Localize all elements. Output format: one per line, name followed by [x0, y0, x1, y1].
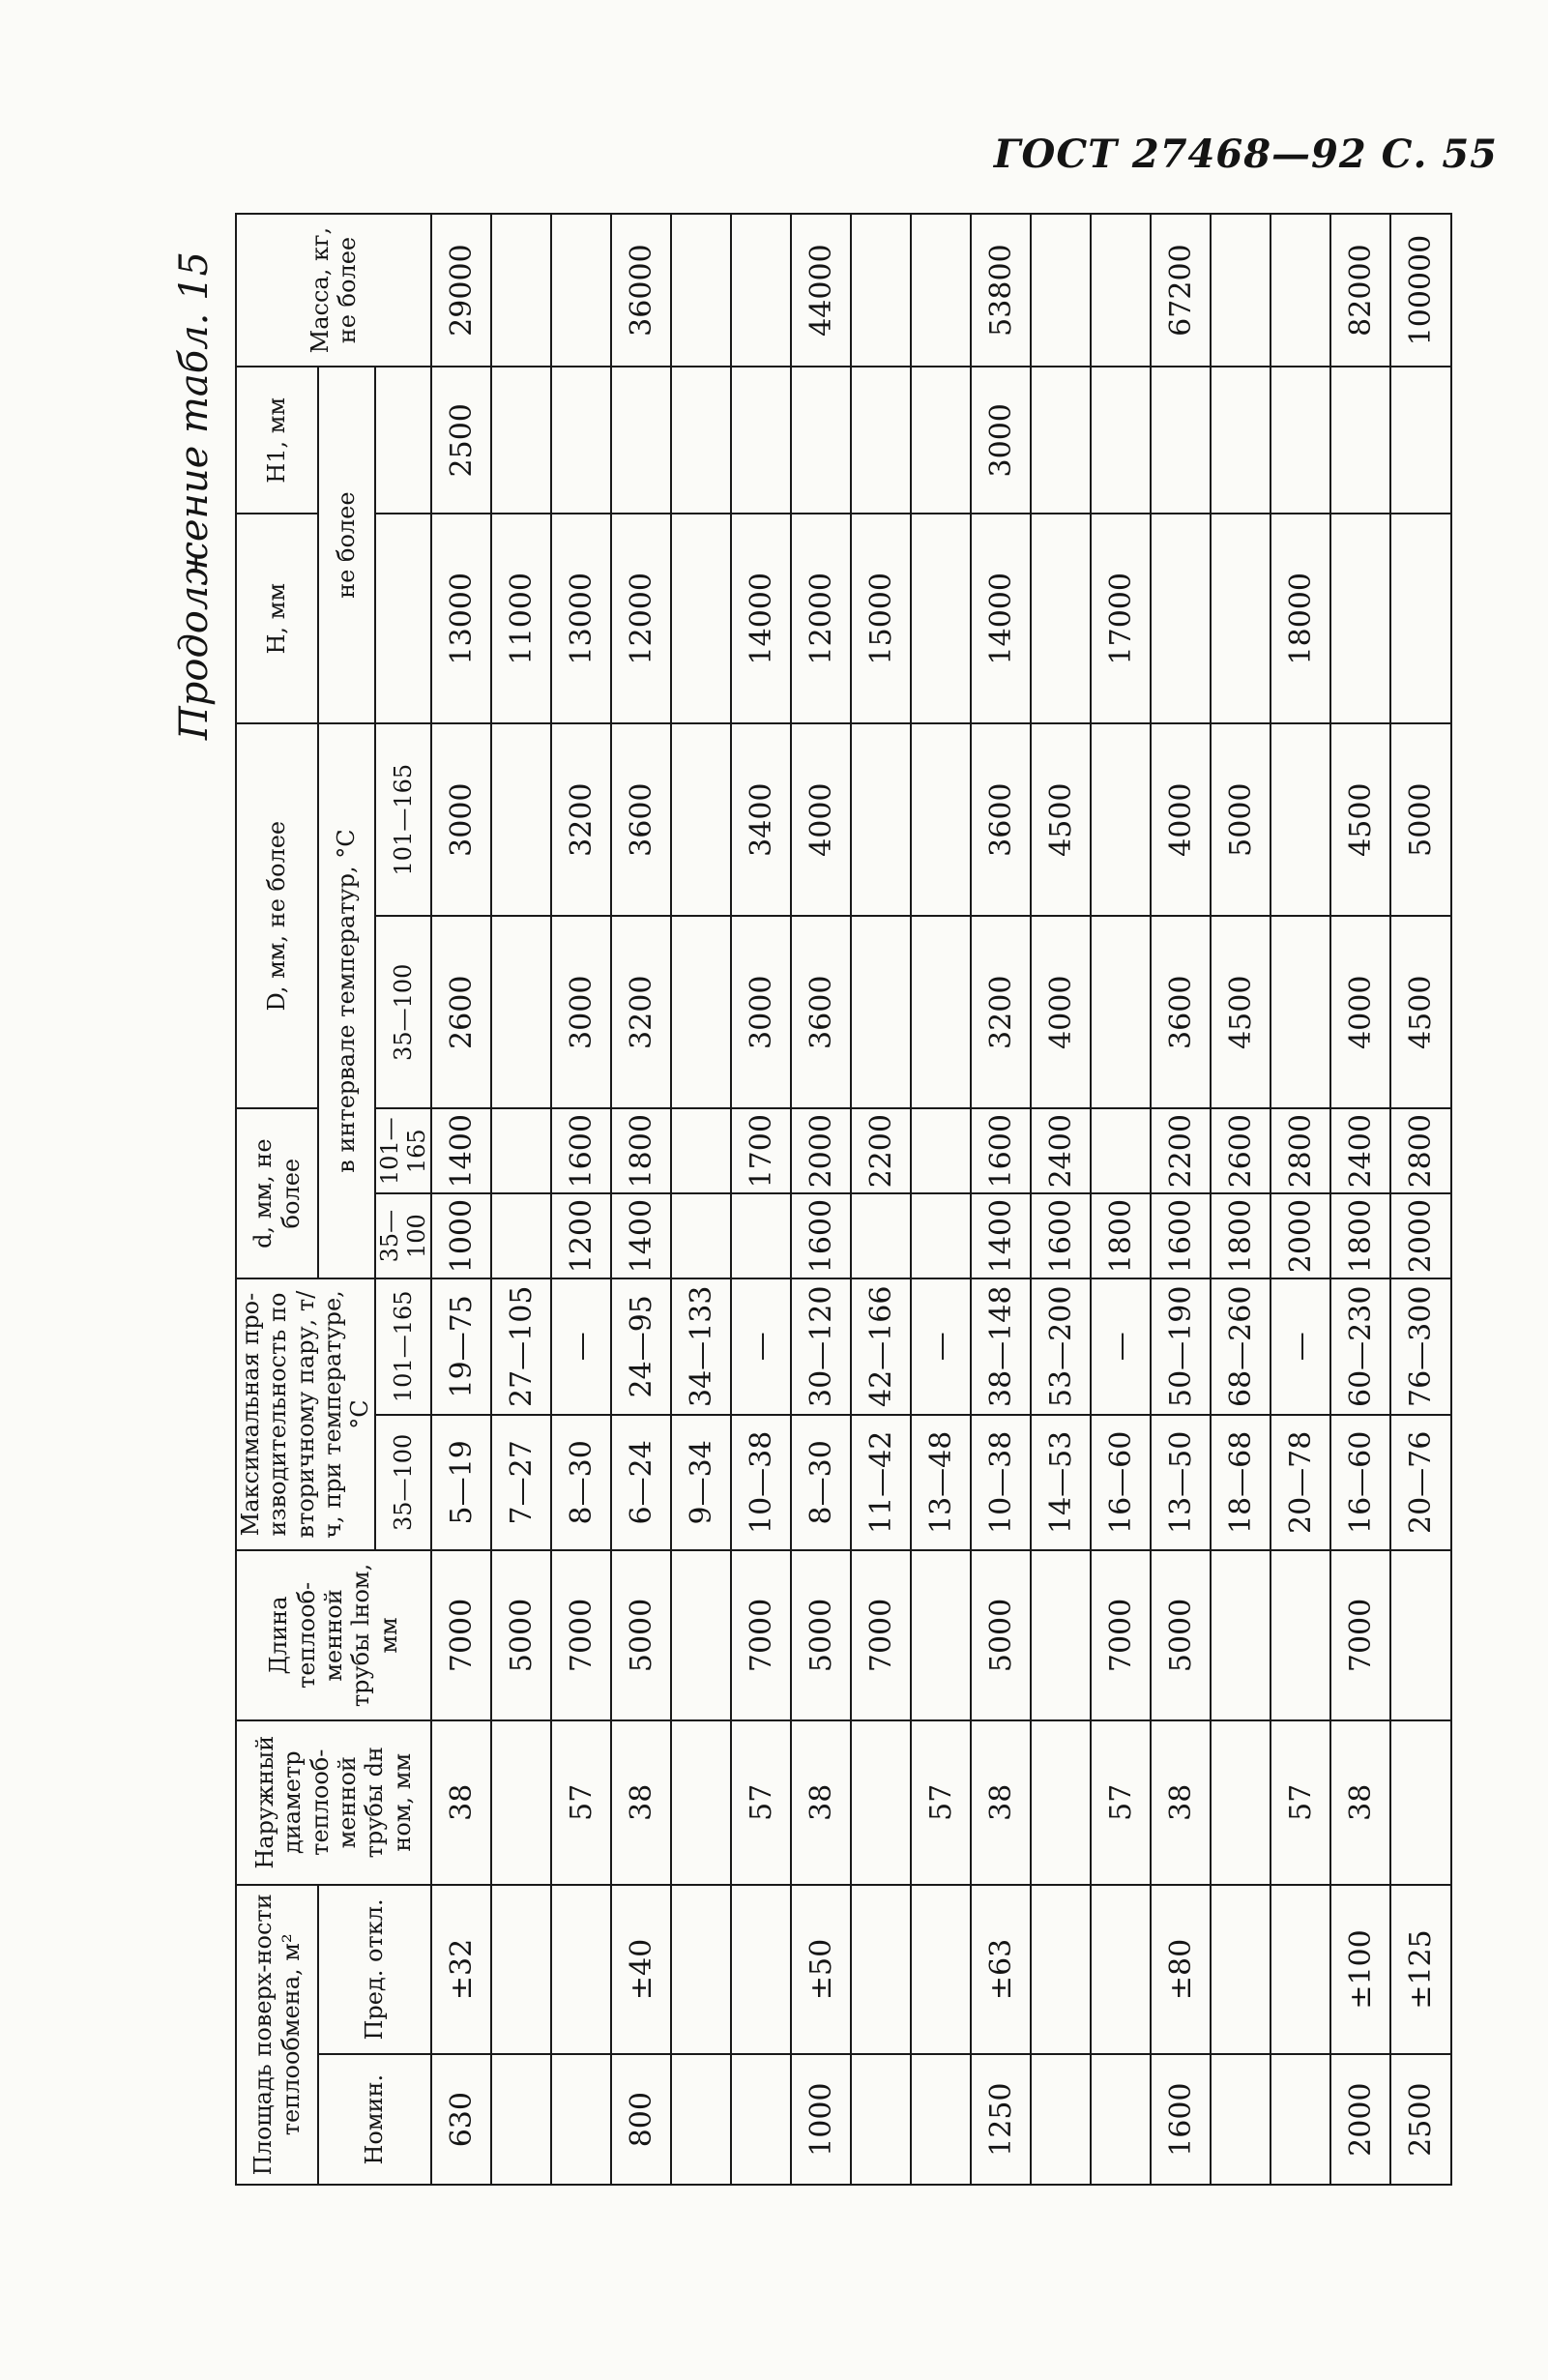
- cell-c1: 7—27: [491, 1415, 551, 1551]
- table-row: [791, 214, 851, 2185]
- cell-d2: 2800: [1390, 1108, 1450, 1193]
- table-row: [971, 214, 1031, 2185]
- cell-H1: [491, 367, 551, 514]
- table-row: [1211, 214, 1271, 2185]
- table-row: [1031, 214, 1091, 2185]
- cell-c2: 68—260: [1211, 1278, 1271, 1415]
- cell-c2: —: [551, 1278, 611, 1415]
- specification-table: [235, 213, 1452, 2186]
- cell-d1: 1800: [1330, 1193, 1390, 1278]
- cell-nom: [1091, 2054, 1151, 2185]
- cell-m: 67200: [1151, 214, 1211, 367]
- cell-nom: [1271, 2054, 1330, 2185]
- cell-nom: 2000: [1330, 2054, 1390, 2185]
- table-row: [491, 214, 551, 2185]
- H-header: H, мм: [236, 514, 318, 723]
- cell-H: 14000: [731, 514, 791, 723]
- cell-D1: 4500: [1390, 916, 1450, 1108]
- cell-len: 5000: [491, 1550, 551, 1720]
- cell-dev: ±100: [1330, 1885, 1390, 2055]
- cell-len: 7000: [851, 1550, 911, 1720]
- cell-c2: —: [731, 1278, 791, 1415]
- cell-D2: 3600: [611, 723, 671, 916]
- tube-length-header: Длина теплооб-менной трубы lном, мм: [236, 1550, 431, 1720]
- cell-H1: [1091, 367, 1151, 514]
- cell-c1: 11—42: [851, 1415, 911, 1551]
- cell-c2: 76—300: [1390, 1278, 1450, 1415]
- cell-c1: 20—76: [1390, 1415, 1450, 1551]
- cell-nom: 800: [611, 2054, 671, 2185]
- cell-H: 15000: [851, 514, 911, 723]
- cell-m: [551, 214, 611, 367]
- cell-D2: 5000: [1211, 723, 1271, 916]
- cell-m: 44000: [791, 214, 851, 367]
- cell-dn: 57: [551, 1720, 611, 1885]
- cell-dev: [731, 1885, 791, 2055]
- cell-dev: ±50: [791, 1885, 851, 2055]
- temp-interval-header: в интервале температур, °С: [318, 723, 375, 1278]
- cell-nom: [1031, 2054, 1091, 2185]
- page-header: ГОСТ 27468—92 С. 55: [993, 132, 1498, 177]
- cell-c1: 16—60: [1091, 1415, 1151, 1551]
- table-row: [1091, 214, 1151, 2185]
- cell-H1: [1151, 367, 1211, 514]
- cell-m: 29000: [431, 214, 491, 367]
- cell-D1: 3200: [611, 916, 671, 1108]
- capacity-header: Максимальная про-изводительность по вторичному пару, т/ч, при температуре, °С: [236, 1278, 375, 1550]
- cell-d1: 2000: [1390, 1193, 1450, 1278]
- cell-d1: [491, 1193, 551, 1278]
- cell-d1: 1400: [611, 1193, 671, 1278]
- cell-D1: 3600: [791, 916, 851, 1108]
- cell-c2: 42—166: [851, 1278, 911, 1415]
- cell-len: [1390, 1550, 1450, 1720]
- cell-H: [1390, 514, 1450, 723]
- cell-c2: 50—190: [1151, 1278, 1211, 1415]
- table-row: [1151, 214, 1211, 2185]
- cell-d2: 1600: [971, 1108, 1031, 1193]
- cell-dev: [1091, 1885, 1151, 2055]
- cell-len: 5000: [611, 1550, 671, 1720]
- cell-H1: [791, 367, 851, 514]
- d-temp2-header: 101—165: [375, 1108, 432, 1193]
- cell-nom: [1211, 2054, 1271, 2185]
- cell-d1: 1800: [1211, 1193, 1271, 1278]
- table-row: [671, 214, 731, 2185]
- cell-dev: ±80: [1151, 1885, 1211, 2055]
- cell-c1: 20—78: [1271, 1415, 1330, 1551]
- cell-D1: [911, 916, 971, 1108]
- mass-header: Масса, кг, не более: [236, 214, 431, 367]
- cell-m: [1031, 214, 1091, 367]
- cell-dev: [1211, 1885, 1271, 2055]
- table-row: [611, 214, 671, 2185]
- cell-m: 36000: [611, 214, 671, 367]
- cell-len: [671, 1550, 731, 1720]
- cell-D1: 2600: [431, 916, 491, 1108]
- cell-H1: [1330, 367, 1390, 514]
- cell-d1: [851, 1193, 911, 1278]
- cell-c2: 30—120: [791, 1278, 851, 1415]
- cell-D1: 3200: [971, 916, 1031, 1108]
- cell-c1: 5—19: [431, 1415, 491, 1551]
- cell-dev: [911, 1885, 971, 2055]
- table-body: [431, 214, 1450, 2185]
- cell-d1: 1600: [1031, 1193, 1091, 1278]
- H1-header: H1, мм: [236, 367, 318, 514]
- cell-c2: —: [911, 1278, 971, 1415]
- table-row: [1390, 214, 1450, 2185]
- cell-d2: 2000: [791, 1108, 851, 1193]
- cell-len: [1211, 1550, 1271, 1720]
- cell-len: [911, 1550, 971, 1720]
- cell-m: [1211, 214, 1271, 367]
- area-nom-header: Номин.: [318, 2054, 431, 2185]
- cell-D2: 4500: [1330, 723, 1390, 916]
- cell-D2: 3400: [731, 723, 791, 916]
- cell-d2: 2800: [1271, 1108, 1330, 1193]
- cell-nom: 1000: [791, 2054, 851, 2185]
- not-more-header: не более: [318, 367, 375, 723]
- cell-c1: 10—38: [731, 1415, 791, 1551]
- cell-nom: [551, 2054, 611, 2185]
- rotated-table-block: [172, 213, 1458, 2186]
- cell-dn: 57: [1271, 1720, 1330, 1885]
- area-header: Площадь поверх-ности теплообмена, м²: [236, 1885, 318, 2185]
- cell-len: [1031, 1550, 1091, 1720]
- cell-D2: [1271, 723, 1330, 916]
- cell-dn: 38: [1151, 1720, 1211, 1885]
- cell-d1: [911, 1193, 971, 1278]
- cell-H: 17000: [1091, 514, 1151, 723]
- cell-c2: 19—75: [431, 1278, 491, 1415]
- cell-D2: 3000: [431, 723, 491, 916]
- cell-c1: 13—48: [911, 1415, 971, 1551]
- cell-c2: —: [1091, 1278, 1151, 1415]
- cell-D1: [491, 916, 551, 1108]
- cell-H: 13000: [551, 514, 611, 723]
- cell-D2: [851, 723, 911, 916]
- cell-m: [731, 214, 791, 367]
- cell-m: [851, 214, 911, 367]
- table-row: [911, 214, 971, 2185]
- cell-len: 7000: [431, 1550, 491, 1720]
- cell-c2: —: [1271, 1278, 1330, 1415]
- cell-dev: ±63: [971, 1885, 1031, 2055]
- cell-nom: [851, 2054, 911, 2185]
- cell-c1: 8—30: [551, 1415, 611, 1551]
- cell-c2: 60—230: [1330, 1278, 1390, 1415]
- cell-dn: [1390, 1720, 1450, 1885]
- d-header: d, мм, не более: [236, 1108, 318, 1278]
- cell-H1: [911, 367, 971, 514]
- cell-d2: 2200: [1151, 1108, 1211, 1193]
- cell-dn: [671, 1720, 731, 1885]
- cell-d2: 2400: [1330, 1108, 1390, 1193]
- cell-D1: [671, 916, 731, 1108]
- continuation-title: Продолжение табл. 15: [172, 251, 217, 741]
- cell-dev: ±40: [611, 1885, 671, 2055]
- cell-D2: 5000: [1390, 723, 1450, 916]
- cell-d2: 1800: [611, 1108, 671, 1193]
- cell-dev: ±125: [1390, 1885, 1450, 2055]
- cell-H: [1330, 514, 1390, 723]
- cell-c1: 18—68: [1211, 1415, 1271, 1551]
- cell-H1: [1390, 367, 1450, 514]
- cell-d1: 2000: [1271, 1193, 1330, 1278]
- cell-nom: 1600: [1151, 2054, 1211, 2185]
- cell-dn: 57: [911, 1720, 971, 1885]
- cell-c1: 9—34: [671, 1415, 731, 1551]
- cell-D1: [1271, 916, 1330, 1108]
- cell-c1: 14—53: [1031, 1415, 1091, 1551]
- cell-m: [1091, 214, 1151, 367]
- cell-D1: [1091, 916, 1151, 1108]
- cell-H: 13000: [431, 514, 491, 723]
- cell-H: [911, 514, 971, 723]
- cell-c2: 53—200: [1031, 1278, 1091, 1415]
- cell-d2: [1091, 1108, 1151, 1193]
- table-row: [851, 214, 911, 2185]
- cell-D1: 3600: [1151, 916, 1211, 1108]
- table-row: [551, 214, 611, 2185]
- cell-len: [1271, 1550, 1330, 1720]
- cell-m: [911, 214, 971, 367]
- cell-H1: [611, 367, 671, 514]
- cell-D2: 3600: [971, 723, 1031, 916]
- cell-H1: [851, 367, 911, 514]
- cell-H1: [551, 367, 611, 514]
- cell-d2: 2400: [1031, 1108, 1091, 1193]
- cell-c2: 27—105: [491, 1278, 551, 1415]
- cell-d1: 1800: [1091, 1193, 1151, 1278]
- cell-dev: [1271, 1885, 1330, 2055]
- cell-m: [491, 214, 551, 367]
- cell-nom: 2500: [1390, 2054, 1450, 2185]
- cell-dev: [1031, 1885, 1091, 2055]
- cell-nom: 630: [431, 2054, 491, 2185]
- D-temp2-header: 101—165: [375, 723, 432, 916]
- cell-c1: 6—24: [611, 1415, 671, 1551]
- cell-D1: 3000: [551, 916, 611, 1108]
- cell-d1: [671, 1193, 731, 1278]
- cell-dn: 57: [1091, 1720, 1151, 1885]
- cell-c2: 24—95: [611, 1278, 671, 1415]
- cell-H1: 2500: [431, 367, 491, 514]
- cell-H1: [1211, 367, 1271, 514]
- cell-d2: [491, 1108, 551, 1193]
- cell-len: 7000: [1330, 1550, 1390, 1720]
- tube-diameter-header: Наружный диаметр теплооб-менной трубы dн ном, мм: [236, 1720, 431, 1885]
- cell-m: 53800: [971, 214, 1031, 367]
- table-row: [731, 214, 791, 2185]
- cell-dn: 38: [1330, 1720, 1390, 1885]
- d-temp1-header: 35—100: [375, 1193, 432, 1278]
- cell-H: 18000: [1271, 514, 1330, 723]
- cell-dev: [491, 1885, 551, 2055]
- cell-D2: [911, 723, 971, 916]
- cell-len: 5000: [1151, 1550, 1211, 1720]
- cell-c1: 10—38: [971, 1415, 1031, 1551]
- cell-c2: 34—133: [671, 1278, 731, 1415]
- D-header: D, мм, не более: [236, 723, 318, 1108]
- cell-dn: 38: [791, 1720, 851, 1885]
- cell-c1: 8—30: [791, 1415, 851, 1551]
- cell-d2: 1600: [551, 1108, 611, 1193]
- cell-d2: 2600: [1211, 1108, 1271, 1193]
- H1-blank: [375, 367, 432, 514]
- cell-nom: [731, 2054, 791, 2185]
- cell-D2: 4000: [791, 723, 851, 916]
- cell-d1: 1000: [431, 1193, 491, 1278]
- cell-m: [1271, 214, 1330, 367]
- cell-len: 5000: [971, 1550, 1031, 1720]
- cell-H1: [1271, 367, 1330, 514]
- cell-H: 11000: [491, 514, 551, 723]
- cell-D1: 3000: [731, 916, 791, 1108]
- cell-d2: [911, 1108, 971, 1193]
- table-row: [1271, 214, 1330, 2185]
- cap-temp1-header: 35—100: [375, 1415, 432, 1551]
- cell-d2: [671, 1108, 731, 1193]
- cell-m: 82000: [1330, 214, 1390, 367]
- cell-dn: 38: [431, 1720, 491, 1885]
- cell-d1: 1200: [551, 1193, 611, 1278]
- cell-H: 14000: [971, 514, 1031, 723]
- cell-d1: 1600: [1151, 1193, 1211, 1278]
- cell-H: 12000: [611, 514, 671, 723]
- cell-H1: 3000: [971, 367, 1031, 514]
- cell-len: 5000: [791, 1550, 851, 1720]
- cell-H: [1211, 514, 1271, 723]
- cell-m: 100000: [1390, 214, 1450, 367]
- cell-d1: 1600: [791, 1193, 851, 1278]
- cell-d1: [731, 1193, 791, 1278]
- cell-d1: 1400: [971, 1193, 1031, 1278]
- cell-dn: 38: [971, 1720, 1031, 1885]
- cell-dev: [671, 1885, 731, 2055]
- cell-len: 7000: [551, 1550, 611, 1720]
- cell-nom: [911, 2054, 971, 2185]
- cell-c2: 38—148: [971, 1278, 1031, 1415]
- cell-dev: [851, 1885, 911, 2055]
- cell-dn: [851, 1720, 911, 1885]
- cell-D1: [851, 916, 911, 1108]
- cell-len: 7000: [731, 1550, 791, 1720]
- cell-H: 12000: [791, 514, 851, 723]
- cell-dev: [551, 1885, 611, 2055]
- cell-dn: [1211, 1720, 1271, 1885]
- cap-temp2-header: 101—165: [375, 1278, 432, 1415]
- cell-H: [1151, 514, 1211, 723]
- cell-D2: [1091, 723, 1151, 916]
- table-row: [1330, 214, 1390, 2185]
- table-row: [431, 214, 491, 2185]
- cell-dn: [1031, 1720, 1091, 1885]
- cell-H1: [1031, 367, 1091, 514]
- cell-D2: [491, 723, 551, 916]
- cell-dev: ±32: [431, 1885, 491, 2055]
- cell-c1: 13—50: [1151, 1415, 1211, 1551]
- cell-d2: 1400: [431, 1108, 491, 1193]
- cell-nom: [491, 2054, 551, 2185]
- cell-dn: [491, 1720, 551, 1885]
- cell-H: [671, 514, 731, 723]
- cell-D2: [671, 723, 731, 916]
- cell-len: 7000: [1091, 1550, 1151, 1720]
- cell-H: [1031, 514, 1091, 723]
- cell-D2: 4000: [1151, 723, 1211, 916]
- cell-nom: 1250: [971, 2054, 1031, 2185]
- cell-D2: 3200: [551, 723, 611, 916]
- cell-m: [671, 214, 731, 367]
- cell-H1: [731, 367, 791, 514]
- area-dev-header: Пред. откл.: [318, 1885, 431, 2055]
- cell-dn: 38: [611, 1720, 671, 1885]
- cell-c1: 16—60: [1330, 1415, 1390, 1551]
- D-temp1-header: 35—100: [375, 916, 432, 1108]
- cell-H1: [671, 367, 731, 514]
- cell-D1: 4000: [1330, 916, 1390, 1108]
- cell-nom: [671, 2054, 731, 2185]
- cell-D1: 4000: [1031, 916, 1091, 1108]
- cell-d2: 2200: [851, 1108, 911, 1193]
- cell-dn: 57: [731, 1720, 791, 1885]
- cell-d2: 1700: [731, 1108, 791, 1193]
- H-blank: [375, 514, 432, 723]
- cell-D1: 4500: [1211, 916, 1271, 1108]
- cell-D2: 4500: [1031, 723, 1091, 916]
